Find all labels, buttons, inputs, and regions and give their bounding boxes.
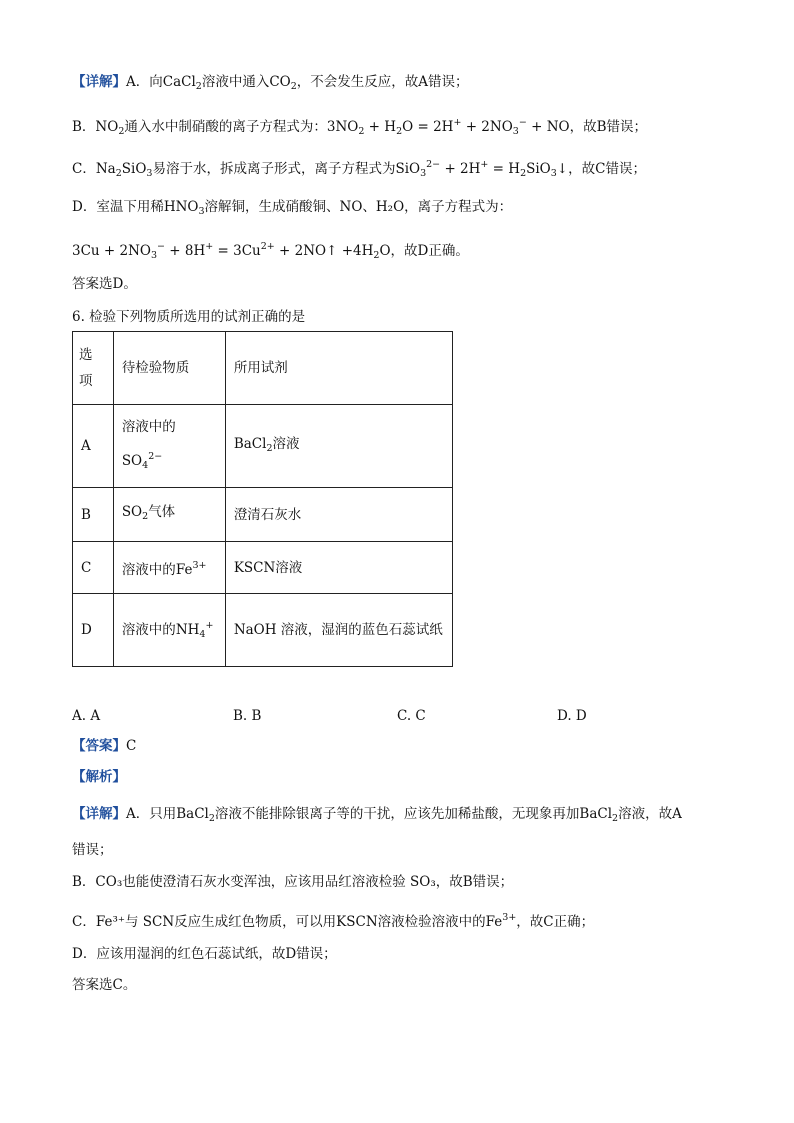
text: 气体 — [148, 504, 176, 520]
formula: $Fe^{3+}$ — [485, 912, 517, 930]
formula: $Na_2SiO_3$ — [95, 161, 153, 179]
prev-answer: 答案选D。 — [72, 276, 137, 292]
formula: $SO_2$ — [121, 504, 149, 522]
prev-detail-d-equation — [72, 237, 469, 266]
text: 溶液 — [272, 435, 300, 452]
row-substance — [113, 405, 225, 488]
table-row — [73, 542, 453, 594]
equation: $3NO_2 + H_2O = 2H^+ + 2NO_3^-$ + NO — [326, 117, 570, 137]
prev-detail-a — [72, 72, 469, 97]
row-option: A — [73, 405, 114, 488]
prev-detail-c — [72, 155, 646, 184]
choice-d[interactable]: D. D — [557, 708, 587, 724]
formula: BaCl$_2$ — [176, 806, 215, 824]
detail-tag: 【详解】 — [72, 74, 126, 90]
prev-detail-d — [72, 197, 512, 222]
row-substance — [113, 542, 225, 594]
row-option: C — [73, 542, 114, 594]
final-answer: 答案选C。 — [72, 977, 137, 993]
detail-c — [72, 908, 594, 932]
text: C．Fe³⁺与 SCN反应生成红色物质，可以用KSCN溶液检验溶液中的 — [72, 914, 486, 930]
table-row — [73, 488, 453, 542]
equation: $SiO_3^{2-} + 2H^+ = H_2SiO_3↓$ — [395, 159, 569, 179]
text: 溶液中的 — [121, 621, 176, 638]
formula: BaCl$_2$ — [579, 806, 619, 824]
text: B． — [72, 119, 96, 135]
analysis-tag — [72, 767, 126, 787]
row-option: D — [73, 594, 114, 667]
choice-a[interactable]: A. A — [72, 708, 101, 724]
text: 溶解铜，生成硝酸铜、NO、H₂O，离子方程式为： — [204, 199, 513, 215]
text: 易溶于水，拆成离子形式，离子方程式为 — [152, 161, 396, 177]
header-reagent: 所用试剂 — [225, 332, 452, 405]
detail-a-cont: 错误； — [72, 842, 113, 858]
row-substance — [113, 594, 225, 667]
text: C． — [72, 161, 96, 177]
formula: BaCl$_2$ — [233, 435, 273, 454]
text: ，故C正确； — [516, 914, 595, 930]
answer-line — [72, 736, 136, 756]
table-row — [73, 594, 453, 667]
text: A．向 — [126, 74, 163, 90]
text: ，故D正确。 — [390, 243, 469, 259]
text: 溶液中的 — [121, 418, 176, 435]
equation: $3Cu + 2NO_3^- + 8H^+ = 3Cu^{2+}$ + 2NO↑ $+4H_2O$ — [72, 241, 391, 261]
options-table — [72, 331, 453, 667]
formula: $NO_2$ — [95, 119, 125, 137]
detail-b: B．CO₃也能使澄清石灰水变浑浊，应该用品红溶液检验 SO₃，故B错误； — [72, 874, 514, 890]
answer-value: C — [126, 738, 137, 754]
formula: $SO_4^{2-}$ — [121, 450, 163, 471]
header-substance: 待检验物质 — [113, 332, 225, 405]
text: 溶液不能排除银离子等的干扰，应该先加稀盐酸，无现象再加 — [214, 806, 580, 822]
detail-d: D．应该用湿润的红色石蕊试纸，故D错误； — [72, 946, 337, 962]
row-reagent: KSCN溶液 — [225, 542, 452, 594]
text: 溶液，故A — [618, 806, 682, 822]
formula: $CO_2$ — [269, 74, 297, 92]
row-reagent — [225, 405, 452, 488]
text: ，不会发生反应，故A错误； — [296, 74, 469, 90]
detail-a — [72, 804, 682, 829]
header-option-char-2: 项 — [79, 373, 93, 389]
row-reagent: 澄清石灰水 — [225, 488, 452, 542]
formula: CaCl$_2$ — [162, 74, 202, 92]
text: ，故B错误； — [569, 119, 647, 135]
text: 溶液中的 — [121, 561, 176, 578]
text: ，故C错误； — [568, 161, 646, 177]
text: D．室温下用稀 — [72, 199, 164, 215]
formula: $Fe^{3+}$ — [175, 559, 207, 578]
header-option — [73, 332, 114, 405]
choice-b[interactable]: B. B — [233, 708, 262, 724]
prev-detail-b — [72, 113, 647, 142]
question-title: 6. 检验下列物质所选用的试剂正确的是 — [72, 309, 306, 325]
table-header-row — [73, 332, 453, 405]
header-option-char-1: 选 — [79, 347, 93, 363]
row-substance — [113, 488, 225, 542]
formula: $HNO_3$ — [163, 199, 205, 217]
row-option: B — [73, 488, 114, 542]
text: 通入水中制硝酸的离子方程式为： — [124, 119, 327, 135]
table-row — [73, 405, 453, 488]
answer-tag: 【答案】 — [72, 738, 126, 754]
row-reagent: NaOH 溶液，湿润的蓝色石蕊试纸 — [225, 594, 452, 667]
text: 【解析】 — [72, 769, 126, 785]
formula: $NH_4^+$ — [175, 619, 214, 640]
choice-c[interactable]: C. C — [397, 708, 426, 724]
text: 溶液中通入 — [201, 74, 270, 90]
text: A．只用 — [126, 806, 177, 822]
detail-tag: 【详解】 — [72, 806, 126, 822]
